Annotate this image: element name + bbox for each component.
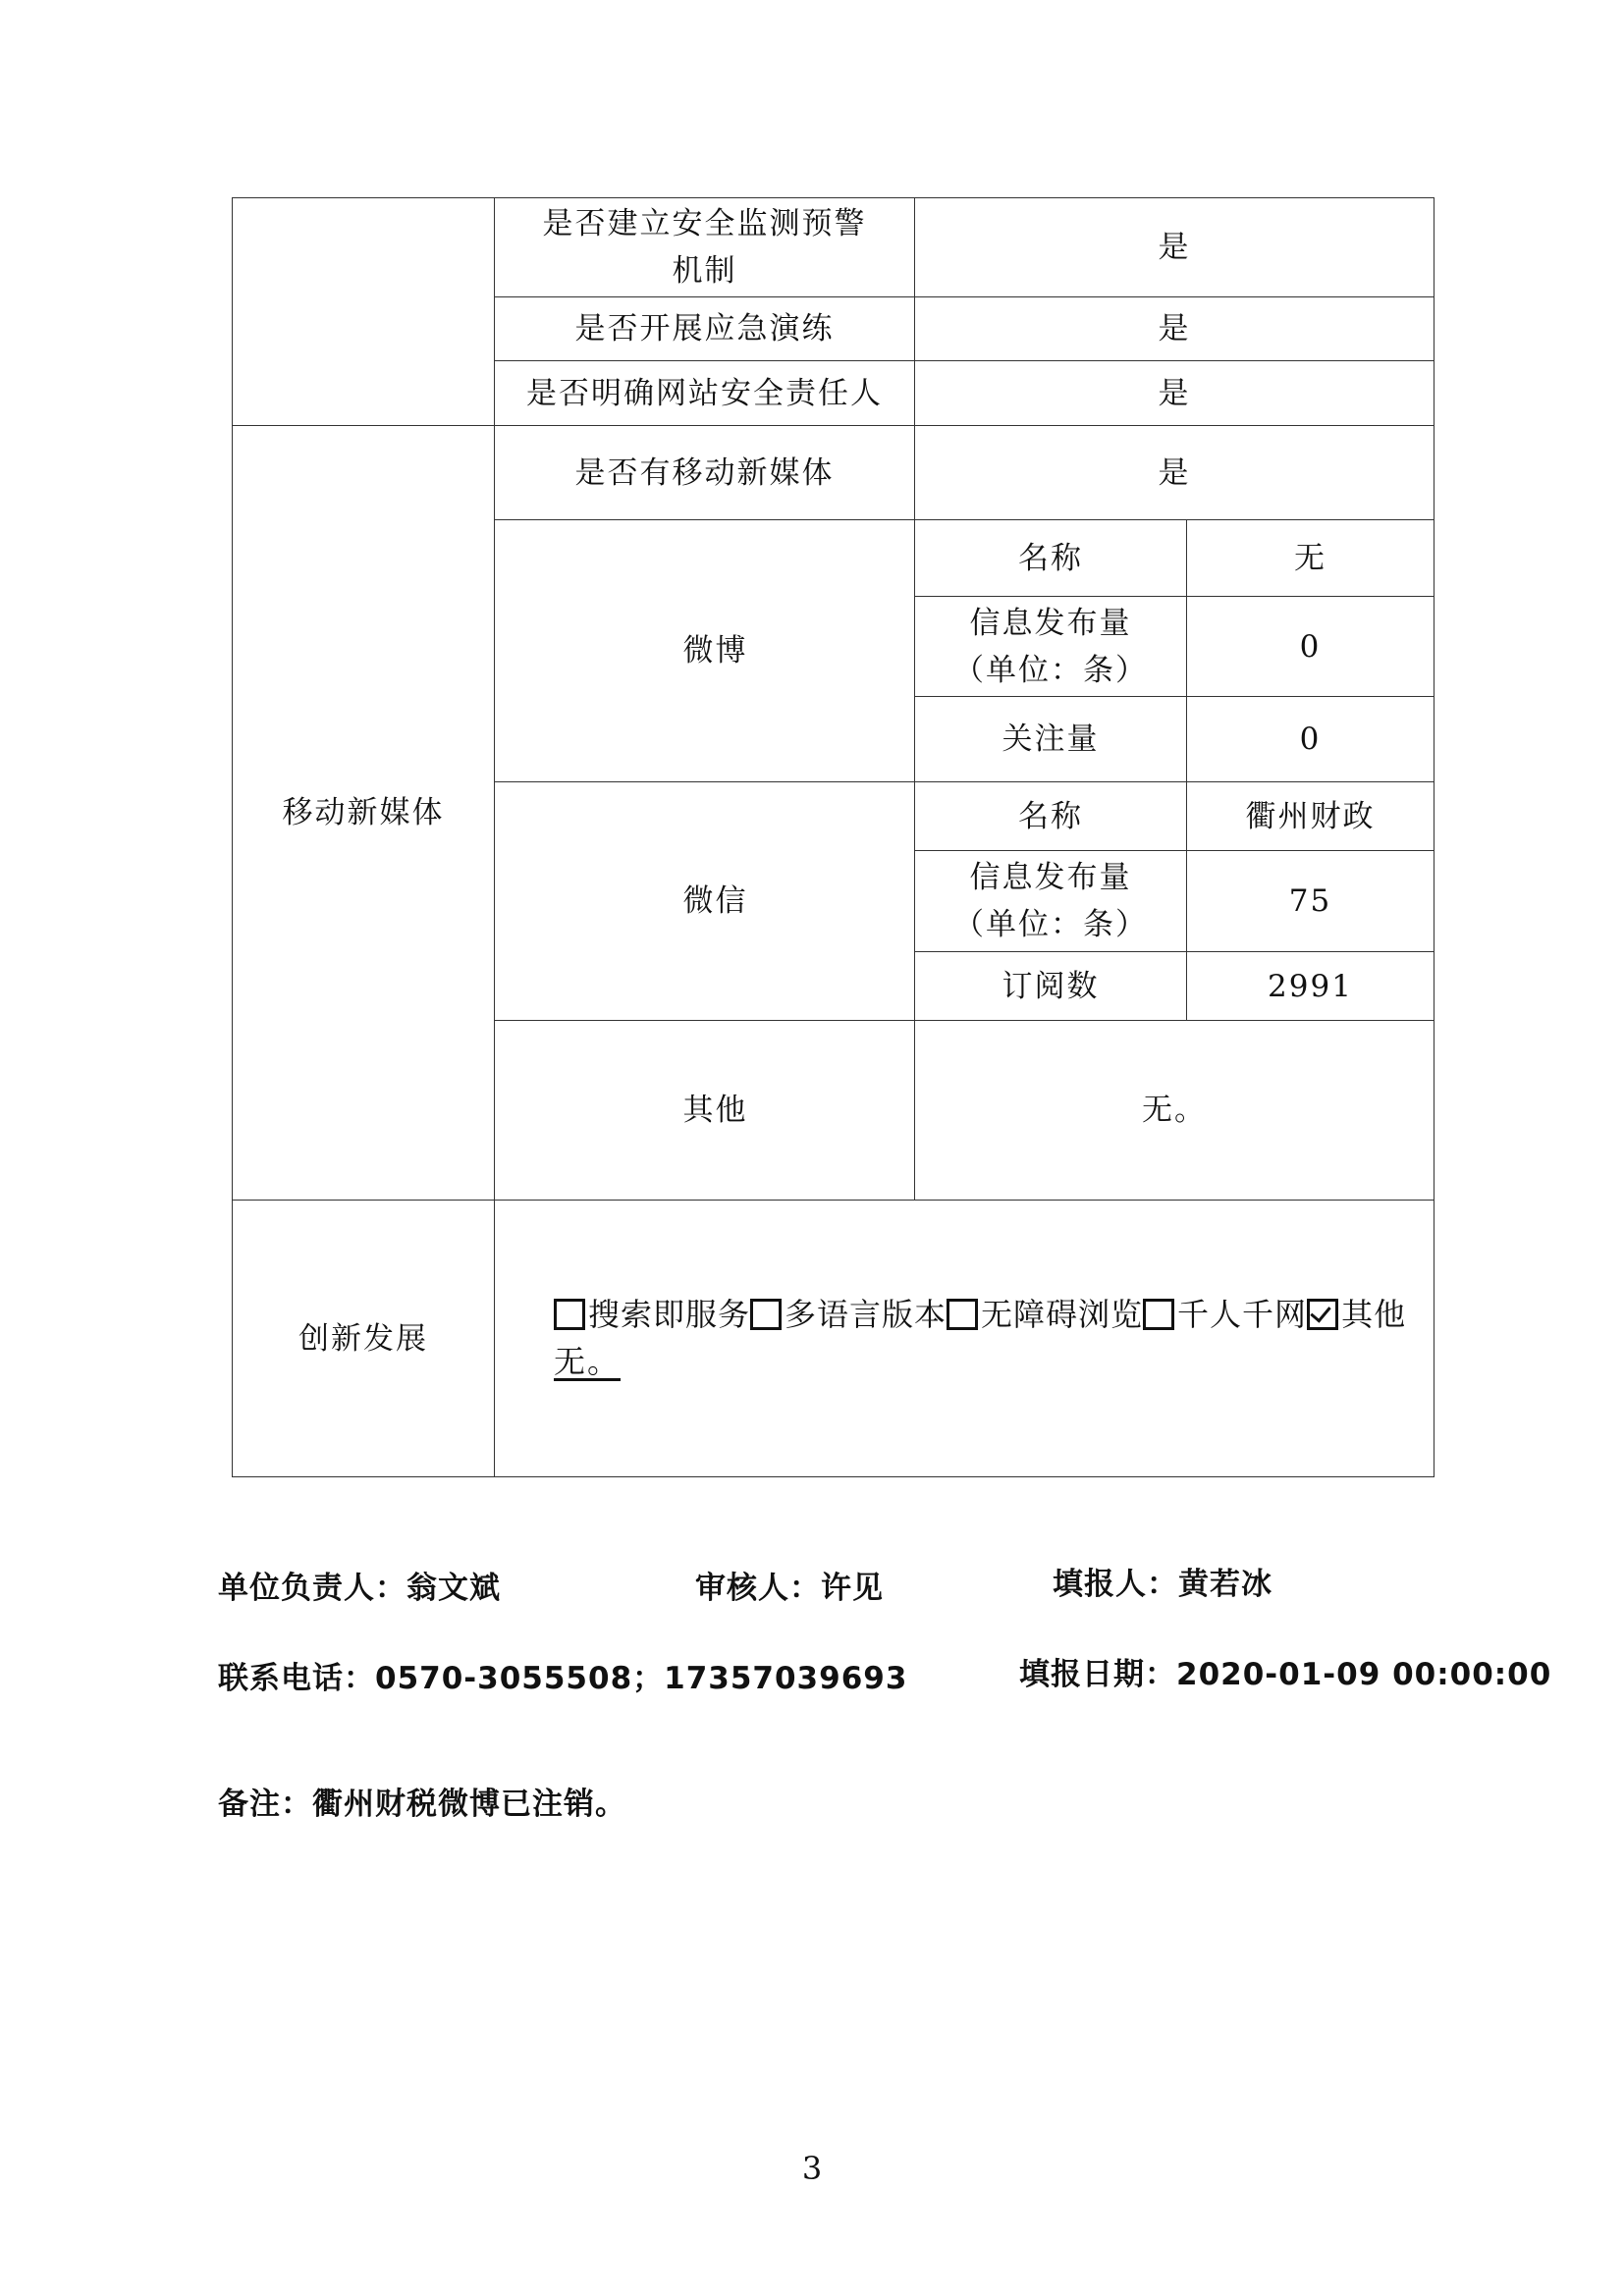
has-mobile-value: 是 [915,426,1435,520]
drill-label: 是否开展应急演练 [495,297,915,361]
option-label: 无障碍浏览 [981,1296,1144,1333]
mobile-section-label: 移动新媒体 [233,426,495,1201]
checkbox-accessibility[interactable] [947,1299,978,1330]
weibo-followers-label: 关注量 [915,697,1187,782]
security-section-cell [233,198,495,426]
responsible-value: 是 [915,361,1435,426]
other-label: 其他 [495,1021,915,1201]
contact-phone: 联系电话：0570-3055508；17357039693 [218,1661,908,1696]
option-label: 多语言版本 [785,1296,947,1333]
table-row [233,426,1435,520]
wechat-name-value: 衢州财政 [1187,782,1435,851]
reviewer: 审核人：许见 [695,1571,884,1606]
checkbox-multilingual[interactable] [750,1299,782,1330]
wechat-subs-value: 2991 [1187,952,1435,1021]
weibo-posts-value: 0 [1187,597,1435,697]
page-number: 3 [801,2150,823,2187]
weibo-name-label: 名称 [915,520,1187,597]
monitoring-label: 是否建立安全监测预警 机制 [495,198,915,297]
responsible-label: 是否明确网站安全责任人 [495,361,915,426]
table-row [233,198,1435,297]
weibo-posts-label: 信息发布量 （单位：条） [915,597,1187,697]
checkbox-search-service[interactable] [554,1299,585,1330]
unit-head: 单位负责人：翁文斌 [218,1571,501,1606]
has-mobile-label: 是否有移动新媒体 [495,426,915,520]
drill-value: 是 [915,297,1435,361]
wechat-subs-label: 订阅数 [915,952,1187,1021]
option-label: 搜索即服务 [588,1296,751,1333]
innovation-section-label: 创新发展 [233,1201,495,1477]
wechat-posts-value: 75 [1187,851,1435,952]
monitoring-value: 是 [915,198,1435,297]
weibo-followers-value: 0 [1187,697,1435,782]
option-label: 千人千网 [1177,1296,1308,1333]
fill-date: 填报日期：2020-01-09 00:00:00 [1019,1657,1552,1692]
wechat-label: 微信 [495,782,915,1021]
wechat-name-label: 名称 [915,782,1187,851]
checkbox-other[interactable] [1307,1299,1338,1330]
filler: 填报人：黄若冰 [1053,1567,1272,1602]
checkbox-personalized[interactable] [1143,1299,1174,1330]
innovation-options-cell [495,1201,1435,1477]
weibo-label: 微博 [495,520,915,782]
table-row [233,1201,1435,1477]
innovation-other-text: 无。 [554,1343,622,1380]
weibo-name-value: 无 [1187,520,1435,597]
remark: 备注：衢州财税微博已注销。 [218,1787,626,1822]
report-table [232,197,1435,1477]
option-label: 其他 [1341,1296,1407,1333]
innovation-options [554,1291,1434,1338]
other-value: 无。 [915,1021,1435,1201]
wechat-posts-label: 信息发布量 （单位：条） [915,851,1187,952]
